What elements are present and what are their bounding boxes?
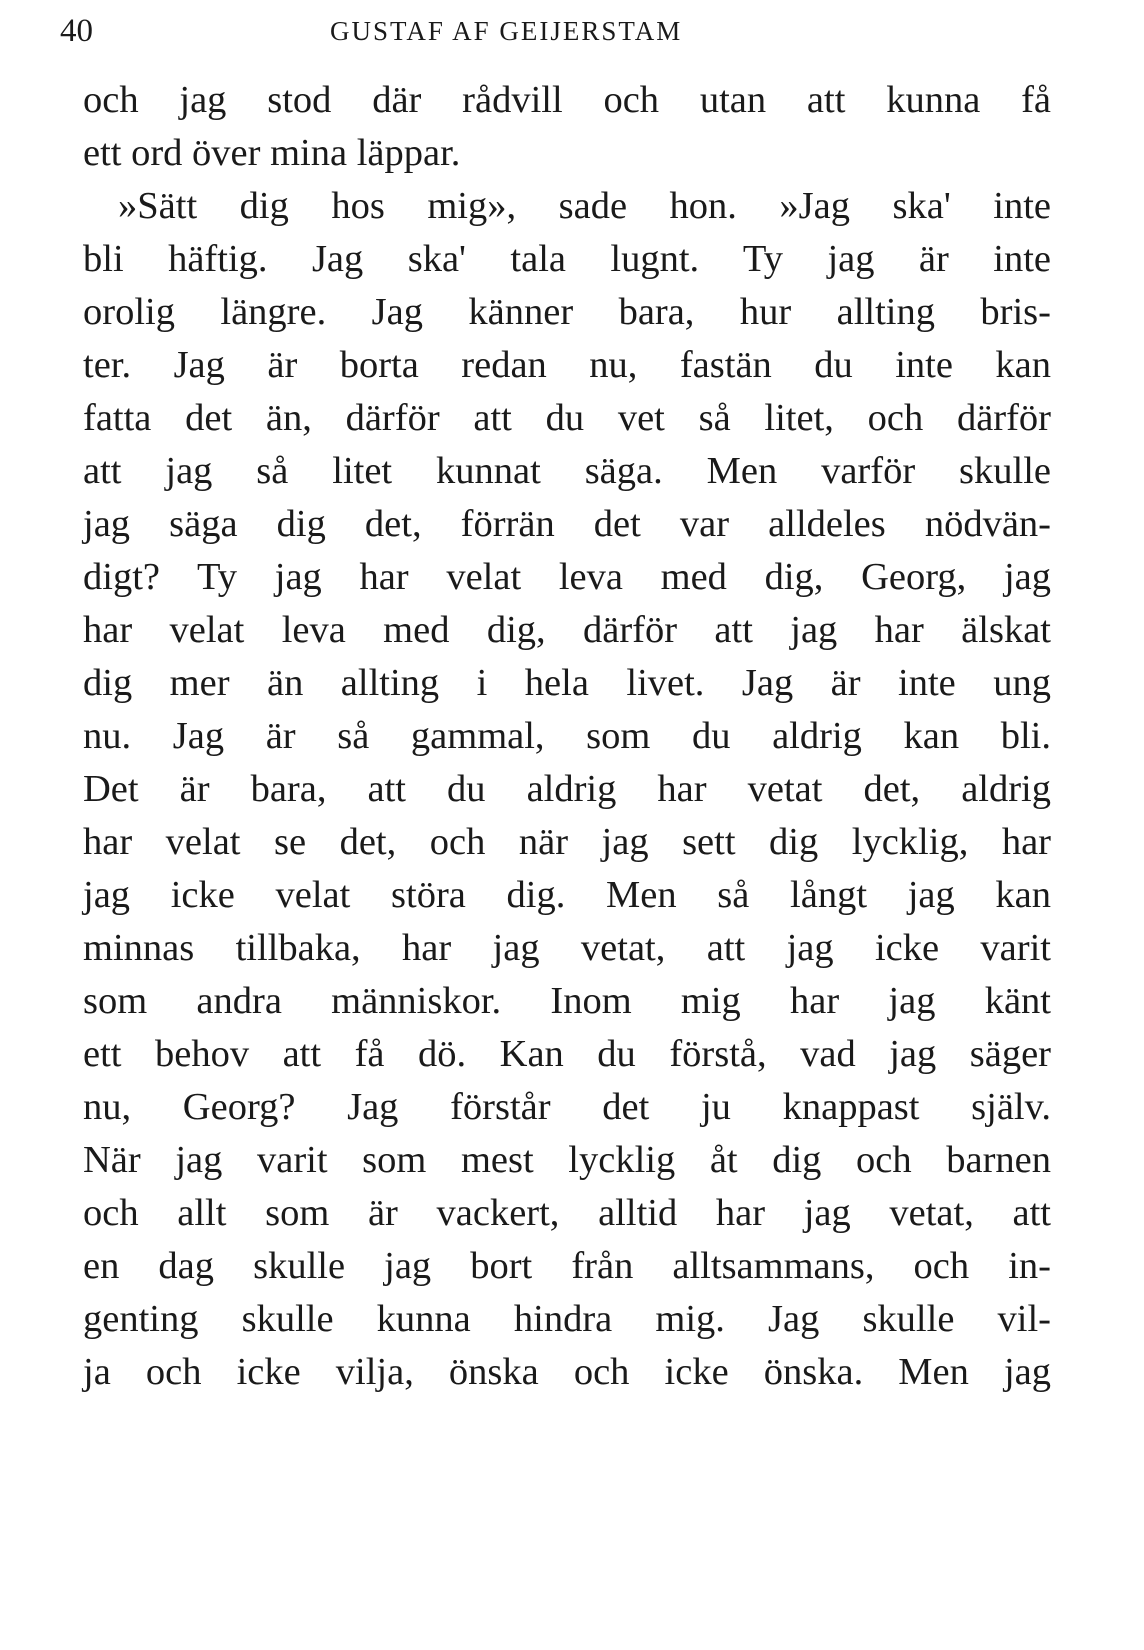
text-line: och jag stod där rådvill och utan att kunna få bbox=[83, 79, 1051, 121]
text-line: jag säga dig det, förrän det var alldeles nödvän- bbox=[83, 503, 1051, 545]
running-head bbox=[60, 8, 1020, 54]
text-line: orolig längre. Jag känner bara, hur allting bris- bbox=[83, 291, 1051, 333]
text-line: nu, Georg? Jag förstår det ju knappast själv. bbox=[83, 1086, 1051, 1128]
body-text bbox=[83, 74, 1051, 1399]
text-line: ett ord över mina läppar. bbox=[83, 132, 461, 174]
text-line: har velat leva med dig, därför att jag har älskat bbox=[83, 609, 1051, 651]
running-title: GUSTAF AF GEIJERSTAM bbox=[330, 16, 683, 46]
text-line: att jag så litet kunnat säga. Men varför skulle bbox=[83, 450, 1051, 492]
text-line: ter. Jag är borta redan nu, fastän du inte kan bbox=[83, 344, 1051, 386]
text-line: digt? Ty jag har velat leva med dig, Georg, jag bbox=[83, 556, 1051, 598]
text-line: ett behov att få dö. Kan du förstå, vad jag säger bbox=[83, 1033, 1051, 1075]
text-line: fatta det än, därför att du vet så litet, och därför bbox=[83, 397, 1051, 439]
text-line: Det är bara, att du aldrig har vetat det, aldrig bbox=[83, 768, 1051, 810]
text-line: minnas tillbaka, har jag vetat, att jag icke varit bbox=[83, 927, 1051, 969]
text-line: en dag skulle jag bort från alltsammans, och in- bbox=[83, 1245, 1051, 1287]
text-line: har velat se det, och när jag sett dig lycklig, har bbox=[83, 821, 1051, 863]
text-line: »Sätt dig hos mig», sade hon. »Jag ska' inte bbox=[118, 185, 1051, 227]
text-line: När jag varit som mest lycklig åt dig och barnen bbox=[83, 1139, 1051, 1181]
text-line: bli häftig. Jag ska' tala lugnt. Ty jag är inte bbox=[83, 238, 1051, 280]
text-line: nu. Jag är så gammal, som du aldrig kan bli. bbox=[83, 715, 1051, 757]
text-line: jag icke velat störa dig. Men så långt jag kan bbox=[83, 874, 1051, 916]
page-number: 40 bbox=[60, 13, 93, 49]
text-line: dig mer än allting i hela livet. Jag är inte ung bbox=[83, 662, 1051, 704]
text-line: som andra människor. Inom mig har jag känt bbox=[83, 980, 1051, 1022]
text-line: genting skulle kunna hindra mig. Jag skulle vil- bbox=[83, 1298, 1051, 1340]
text-line: ja och icke vilja, önska och icke önska. Men jag bbox=[83, 1351, 1051, 1393]
text-line: och allt som är vackert, alltid har jag vetat, att bbox=[83, 1192, 1051, 1234]
